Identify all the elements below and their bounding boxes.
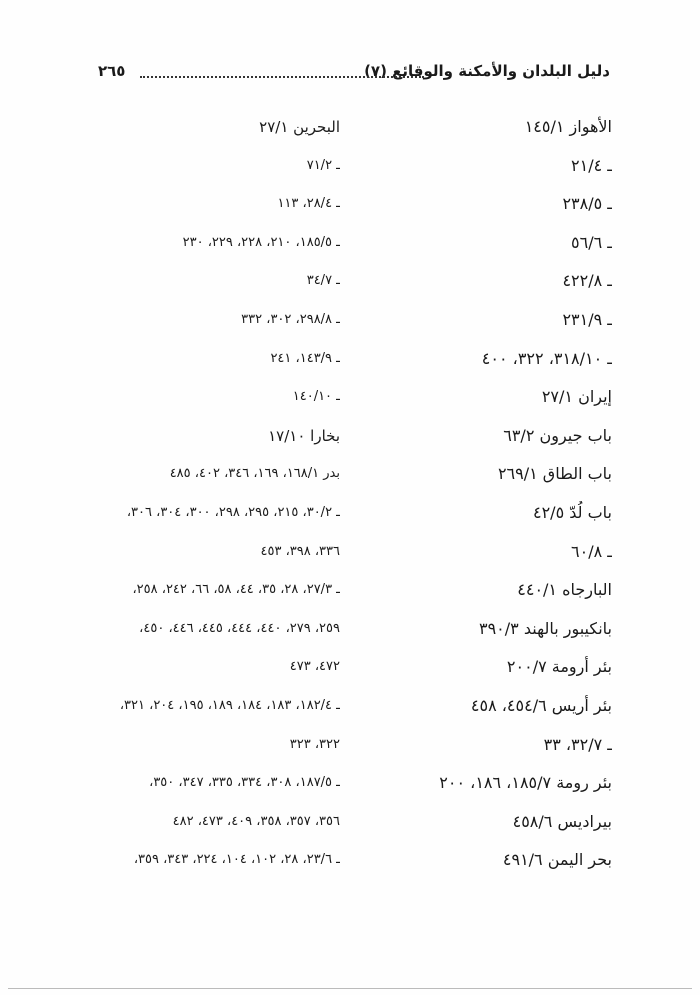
scan-bottom-edge [8,988,692,989]
index-entry: إيران ٢٧/١ [541,387,612,407]
index-column-right [412,115,612,887]
index-entry: بئر أريس ٤٥٤/٦، ٤٥٨ [470,695,612,715]
header-title: دليل البلدان والأمكنة والوقائع (٧) [364,62,610,80]
index-entry: ٤٧٢، ٤٧٣ [289,659,340,675]
index-entry: ـ ٢٨/٤، ١١٣ [277,196,340,212]
page-number: ٢٦٥ [98,62,126,80]
index-entry: البحرين ٢٧/١ [259,118,340,136]
index-entry: الأهواز ١٤٥/١ [524,117,612,136]
index-entry: ـ ٣٠/٢، ٢١٥، ٢٩٥، ٢٩٨، ٣٠٠، ٣٠٤، ٣٠٦، [126,504,340,520]
index-entry: ـ ٢٩٨/٨، ٣٠٢، ٣٣٢ [241,311,340,327]
index-entry: ـ ١٤٣/٩، ٢٤١ [270,350,340,366]
index-entry: ـ ١٨٥/٥، ٢١٠، ٢٢٨، ٢٢٩، ٢٣٠ [182,234,340,250]
index-entry: ـ ٧١/٢ [306,157,340,173]
index-entry: ـ ٣١٨/١٠، ٣٢٢، ٤٠٠ [481,348,612,368]
index-entry: ـ ٤٢٢/٨ [562,271,612,291]
index-entry: ـ ٣٤/٧ [306,273,340,289]
index-entry: ٢٥٩، ٢٧٩، ٤٤٠، ٤٤٤، ٤٤٥، ٤٤٦، ٤٥٠، [139,620,340,636]
index-entry: باب لُدّ ٤٢/٥ [532,502,612,522]
index-entry: ـ ٢٣٨/٥ [562,194,612,214]
index-entry: بيراديس ٤٥٨/٦ [512,811,612,831]
index-entry: بئر أرومة ٢٠٠/٧ [506,657,612,677]
index-entry: بحر اليمن ٤٩١/٦ [502,850,612,870]
index-entry: باب الطاق ٢٦٩/١ [497,464,612,484]
index-entry: ـ ٢٣١/٩ [562,309,612,329]
index-entry: ـ ٢٧/٣، ٢٨، ٣٥، ٤٤، ٥٨، ٦٦، ٢٤٢، ٢٥٨، [132,582,340,598]
running-header [98,62,610,88]
index-column-left [75,115,340,887]
index-entry: ٣٥٦، ٣٥٧، ٣٥٨، ٤٠٩، ٤٧٣، ٤٨٢ [172,813,340,829]
index-entry: باب جيرون ٦٣/٢ [503,425,612,445]
index-entry: بانكيبور بالهند ٣٩٠/٣ [478,618,612,638]
index-entry: بدر ١٦٨/١، ١٦٩، ٣٤٦، ٤٠٢، ٤٨٥ [169,466,340,482]
index-entry: ـ ٦٠/٨ [571,541,612,561]
index-entry: بئر رومة ١٨٥/٧، ١٨٦، ٢٠٠ [439,773,612,793]
index-entry: البارجاه ٤٤٠/١ [517,580,612,600]
index-entry: ـ ١٨٢/٤، ١٨٣، ١٨٤، ١٨٩، ١٩٥، ٢٠٤، ٣٢١، [119,697,340,713]
index-entry: ـ ٥٦/٦ [571,232,612,252]
index-entry: ـ ١٨٧/٥، ٣٠٨، ٣٣٤، ٣٣٥، ٣٤٧، ٣٥٠، [149,775,340,791]
index-entry: ـ ٣٢/٧، ٣٣ [543,734,612,754]
header-leader-dots [140,76,424,78]
index-entry: ٣٢٢، ٣٢٣ [289,736,340,752]
index-entry: ـ ٢٣/٦، ٢٨، ١٠٢، ١٠٤، ٢٢٤، ٣٤٣، ٣٥٩، [133,852,340,868]
index-entry: ـ ١٤٠/١٠ [292,389,340,405]
index-entry: ـ ٢١/٤ [571,155,612,175]
index-entry: بخارا ١٧/١٠ [268,426,340,445]
index-entry: ٣٣٦، ٣٩٨، ٤٥٣ [260,543,340,559]
